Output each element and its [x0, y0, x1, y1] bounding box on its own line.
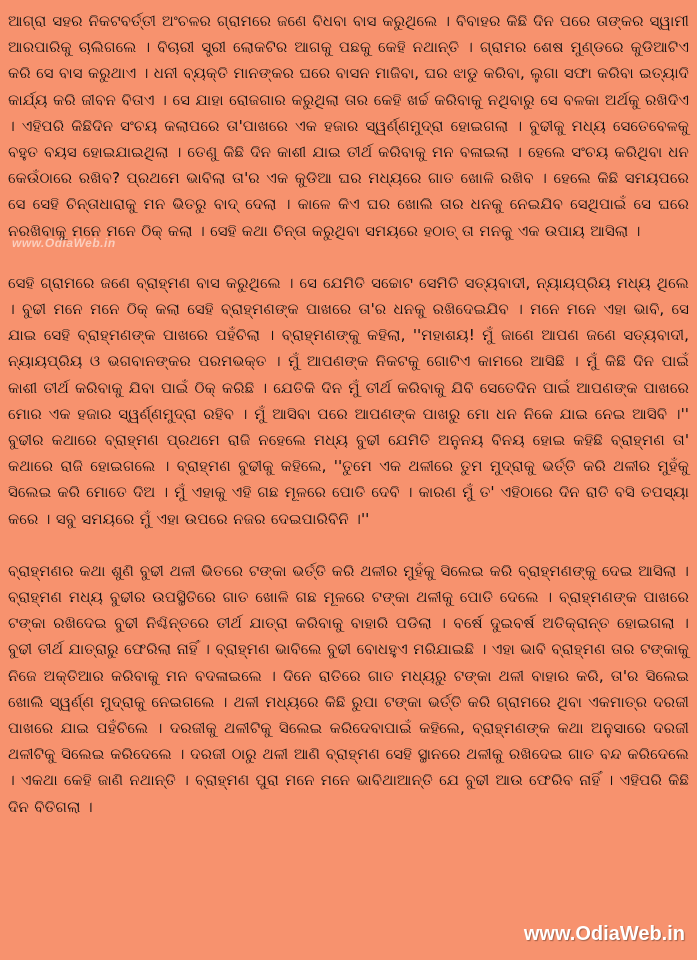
watermark-bottom-right[interactable]: www.OdiaWeb.in — [523, 923, 685, 945]
paragraph-spacer — [8, 532, 689, 558]
story-paragraph-1: ଆଗ୍ରା ସହର ନିକଟବର୍ତ୍ତୀ ଅଂଚଳର ଗ୍ରାମରେ ଜଣେ ବିଧବା ବାସ କରୁଥିଲେ । ବିବାହର କିଛି ଦିନ ପରେ ତାଙ୍କର ସ୍ୱାମୀ ଆରପାରିକୁ ଚାଲିଗଲେ । ବିଚାରୀ ସ୍ତ୍ରୀ ଲୋକଟିର ଆଗକୁ ପଛକୁ କେହି ନଥାନ୍ତି । ଗ୍ରାମର ଶେଷ ମୁଣ୍ଡରେ କୁଡିଆଟିଏ କରି ସେ ବାସ କରୁଥାଏ । ଧନୀ ବ୍ୟକ୍ତି ମାନଙ୍କର ଘରେ ବାସନ ମାଜିବା, ଘର ଝାଡୁ କରିବା, ଲୁଗା ସଫା କରିବା ଇତ୍ୟାଦି କାର୍ଯ୍ୟ କରି ଜୀବନ ବିତାଏ । ସେ ଯାହା ରୋଜଗାର କରୁଥିଲା ତାର କେହି ଖର୍ଚ୍ଚ କରିବାକୁ ନଥିବାରୁ ସେ ବଳକା ଅର୍ଥକୁ ରଖିଦିଏ । ଏହିପରି କିଛିଦିନ ସଂଚୟ କଲାପରେ ତା'ପାଖରେ ଏକ ହଜାର ସ୍ୱର୍ଣ୍ଣମୁଦ୍ରା ହୋଇଗଲା । ବୁଢୀକୁ ମଧ୍ୟ ସେତେବେଳକୁ ବହୁତ ବୟସ ହୋଇଯାଇଥିଲା । ତେଣୁ କିଛି ଦିନ କାଶୀ ଯାଇ ତୀର୍ଥ କରିବାକୁ ମନ ବଳାଇଲା । ହେଲେ ସଂଚୟ କରିଥିବା ଧନ କେଉଁଠାରେ ରଖିବ? ପ୍ରଥମେ ଭାବିଲା ତା'ର ଏକ କୁଡିଆ ଘର ମଧ୍ୟରେ ଗାତ ଖୋଳି ରଖିବ । ହେଲେ କିଛି ସମୟପରେ ସେ ସେହି ଚିନ୍ତାଧାରାକୁ ମନ ଭିତରୁ ବାଦ୍ ଦେଲା । କାଳେ କିଏ ଘର ଖୋଲି ତାର ଧନକୁ ନେଇଯିବ ସେଥିପାଇଁ ସେ ଘରେ ନରଖିବାକୁ ମନେ ମନେ ଠିକ୍ କଲା । ସେହି କଥା ଚିନ୍ତା କରୁଥିବା ସମୟରେ ହଠାତ୍ ତା ମନକୁ ଏକ ଉପାୟ ଆସିଲା । — [8, 12, 689, 240]
story-paragraph-3: ବ୍ରାହ୍ମଣର କଥା ଶୁଣି ବୁଢୀ ଥଳୀ ଭିତରେ ଟଙ୍କା ଭର୍ତ୍ତି କରି ଥଳୀର ମୁହଁକୁ ସିଲେଇ କରି ବ୍ରାହ୍ମଣଙ୍କୁ ଦେଇ ଆସିଲା । ବ୍ରାହ୍ମଣ ମଧ୍ୟ ବୁଢୀର ଉପସ୍ଥିତିରେ ଗାତ ଖୋଳି ଗଛ ମୂଳରେ ଟଙ୍କା ଥଳୀକୁ ପୋତି ଦେଲେ । ବ୍ରାହ୍ମଣଙ୍କ ପାଖରେ ଟଙ୍କା ରଖିଦେଇ ବୁଢୀ ନିଶ୍ଚିନ୍ତରେ ତୀର୍ଥ ଯାତ୍ରା କରିବାକୁ ବାହାରି ପଡିଲା । ବର୍ଷେ ଦୁଇବର୍ଷ ଅତିକ୍ରାନ୍ତ ହୋଇଗଲା । ବୁଢୀ ତୀର୍ଥ ଯାତ୍ରାରୁ ଫେରିଲା ନାହିଁ । ବ୍ରାହ୍ମଣ ଭାବିଲେ ବୁଢୀ ବୋଧହୁଏ ମରିଯାଇଛି । ଏହା ଭାବି ବ୍ରାହ୍ମଣ ତାର ଟଙ୍କାକୁ ନିଜେ ଅକ୍ତିଆର କରିବାକୁ ମନ ବଦଳାଇଲେ । ଦିନେ ରାତିରେ ଗାତ ମଧ୍ୟରୁ ଟଙ୍କା ଥଳୀ ବାହାର କରି, ତା'ର ସିଲେଇ ଖୋଲି ସ୍ୱର୍ଣ୍ଣ ମୁଦ୍ରାକୁ ନେଇଗଲେ । ଥଳୀ ମଧ୍ୟରେ କିଛି ରୁପା ଟଙ୍କା ଭର୍ତ୍ତି କରି ଗ୍ରାମରେ ଥିବା ଏକମାତ୍ର ଦରଜୀ ପାଖରେ ଯାଇ ପହଁଚିଲେ । ଦରଜୀକୁ ଥଳୀଟିକୁ ସିଲେଇ କରିଦେବାପାଇଁ କହିଲେ, ବ୍ରାହ୍ମଣଙ୍କ କଥା ଅନୁସାରେ ଦରଜୀ ଥଳୀଟିକୁ ସିଲେଇ କରିଦେଲେ । ଦରଜୀ ଠାରୁ ଥଳୀ ଆଣି ବ୍ରାହ୍ମଣ ସେହି ସ୍ଥାନରେ ଥଳୀକୁ ରଖିଦେଇ ଗାତ ବନ୍ଦ କରିଦେଲେ । ଏକଥା କେହି ଜାଣି ନଥାନ୍ତି । ବ୍ରାହ୍ମଣ ପୁରା ମନେ ମନେ ଭାବିଥାଆନ୍ତି ଯେ ବୁଢୀ ଆଉ ଫେରିବ ନାହିଁ । ଏହିପରି କିଛି ଦିନ ବିତିଗଲା । — [8, 561, 689, 816]
watermark-mid: www.OdiaWeb.in — [12, 236, 116, 250]
story-paragraph-2: ସେହି ଗ୍ରାମରେ ଜଣେ ବ୍ରାହ୍ମଣ ବାସ କରୁଥିଲେ । ସେ ଯେମିତି ସଚ୍ଚୋଟ ସେମିତି ସତ୍ୟବାଦୀ, ନ୍ୟାୟପ୍ରିୟ ମଧ୍ୟ ଥିଲେ । ବୁଢୀ ମନେ ମନେ ଠିକ୍ କଲା ସେହି ବ୍ରାହ୍ମଣଙ୍କ ପାଖରେ ତା'ର ଧନକୁ ରଖିଦେଇଯିବ । ମନେ ମନେ ଏହା ଭାବି, ସେ ଯାଇ ସେହି ବ୍ରାହ୍ମଣଙ୍କ ପାଖରେ ପହଁଚିଲା । ବ୍ରାହ୍ମଣଙ୍କୁ କହିଲା, ''ମହାଶୟ! ମୁଁ ଜାଣେ ଆପଣ ଜଣେ ସତ୍ୟବାଦୀ, ନ୍ୟାୟପ୍ରିୟ ଓ ଭଗବାନଙ୍କର ପରମଭକ୍ତ । ମୁଁ ଆପଣଙ୍କ ନିକଟକୁ ଗୋଟିଏ କାମରେ ଆସିଛି । ମୁଁ କିଛି ଦିନ ପାଇଁ କାଶୀ ତୀର୍ଥ କରିବାକୁ ଯିବା ପାଇଁ ଠିକ୍ କରିଛି । ଯେତିକି ଦିନ ମୁଁ ତୀର୍ଥ କରିବାକୁ ଯିବି ସେତେଦିନ ପାଇଁ ଆପଣଙ୍କ ପାଖରେ ମୋର ଏକ ହଜାର ସ୍ୱର୍ଣ୍ଣମୁଦ୍ରା ରହିବ । ମୁଁ ଆସିବା ପରେ ଆପଣଙ୍କ ପାଖରୁ ମୋ ଧନ ନିକେ ଯାଇ ନେଇ ଆସିବି ।'' ବୁଢୀର କଥାରେ ବ୍ରାହ୍ମଣ ପ୍ରଥମେ ରାଜି ନହେଲେ ମଧ୍ୟ ବୁଢୀ ଯେମିତି ଅନୁନୟ ବିନୟ ହୋଇ କହିଛି ବ୍ରାହ୍ମଣ ତା' କଥାରେ ରାଜି ହୋଇଗଲେ । ବ୍ରାହ୍ମଣ ବୁଢୀକୁ କହିଲେ, ''ତୁମେ ଏକ ଥଳୀରେ ତୁମ ମୁଦ୍ରାକୁ ଭର୍ତ୍ତି କରି ଥଳୀର ମୁହଁକୁ ସିଲେଇ କରି ମୋତେ ଦିଅ । ମୁଁ ଏହାକୁ ଏହି ଗଛ ମୂଳରେ ପୋତି ଦେବି । କାରଣ ମୁଁ ତ' ଏହିଠାରେ ଦିନ ରାତି ବସି ତପସ୍ୟା କରେ । ସବୁ ସମୟରେ ମୁଁ ଏହା ଉପରେ ନଜର ଦେଇପାରିବିନି ।'' — [8, 273, 689, 528]
